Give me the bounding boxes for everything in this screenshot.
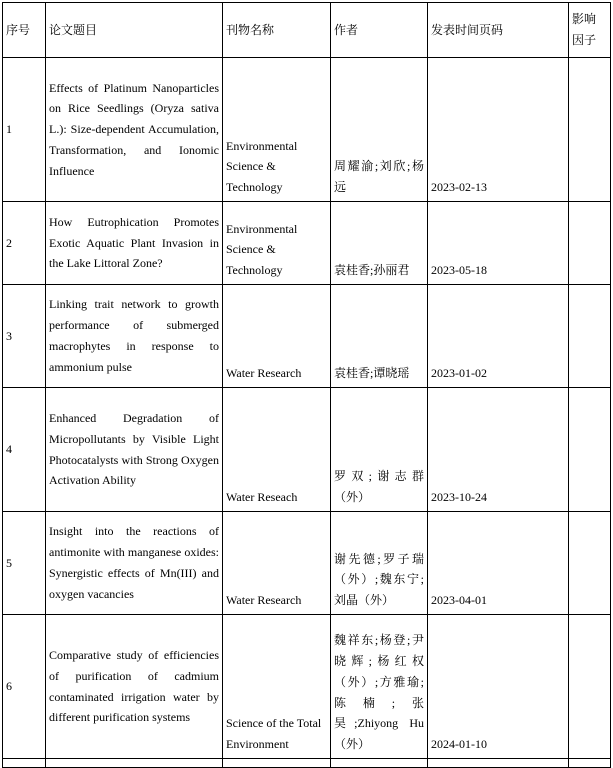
header-authors: 作者 (331, 3, 428, 58)
table-row (3, 285, 611, 388)
publish-date: 2024-01-10 (428, 615, 569, 759)
empty-cell (569, 759, 611, 768)
paper-title: Effects of Platinum Nanoparticles on Rice Seedlings (Oryza sativa L.): Size-dependent Accumulation, Transformation, and Ionomic Influence (46, 58, 223, 202)
authors: 谢先德;罗子瑞（外）;魏东宁;刘晶（外） (331, 512, 428, 615)
journal-name: Environmental Science & Technology (223, 58, 331, 202)
journal-name: Water Research (223, 512, 331, 615)
impact-factor (569, 58, 611, 202)
header-journal: 刊物名称 (223, 3, 331, 58)
header-row (3, 3, 611, 58)
publish-date: 2023-02-13 (428, 58, 569, 202)
row-no: 1 (3, 58, 46, 202)
impact-factor (569, 285, 611, 388)
journal-name: Science of the Total Environment (223, 615, 331, 759)
paper-title: Linking trait network to growth performance of submerged macrophytes in response to ammonium pulse (46, 285, 223, 388)
journal-name: Environmental Science & Technology (223, 202, 331, 285)
paper-title: Insight into the reactions of antimonite with manganese oxides: Synergistic effects of Mn(III) and oxygen vacancies (46, 512, 223, 615)
empty-cell (428, 759, 569, 768)
impact-factor (569, 202, 611, 285)
empty-cell (223, 759, 331, 768)
authors: 袁桂香;孙丽君 (331, 202, 428, 285)
impact-factor (569, 388, 611, 512)
table-row (3, 388, 611, 512)
row-no: 5 (3, 512, 46, 615)
publish-date: 2023-04-01 (428, 512, 569, 615)
impact-factor (569, 512, 611, 615)
publish-date: 2023-01-02 (428, 285, 569, 388)
header-title: 论文题目 (46, 3, 223, 58)
table-row (3, 58, 611, 202)
journal-name: Water Reseach (223, 388, 331, 512)
row-no: 3 (3, 285, 46, 388)
publish-date: 2023-05-18 (428, 202, 569, 285)
authors: 罗双;谢志群（外） (331, 388, 428, 512)
row-no: 4 (3, 388, 46, 512)
header-no: 序号 (3, 3, 46, 58)
journal-name: Water Research (223, 285, 331, 388)
authors: 袁桂香;谭晓瑶 (331, 285, 428, 388)
empty-cell (46, 759, 223, 768)
row-no: 6 (3, 615, 46, 759)
authors: 周耀渝;刘欣;杨远 (331, 58, 428, 202)
impact-factor (569, 615, 611, 759)
table-row (3, 615, 611, 759)
paper-title: Enhanced Degradation of Micropollutants by Visible Light Photocatalysts with Strong Oxygen Activation Ability (46, 388, 223, 512)
paper-title: Comparative study of efficiencies of purification of cadmium contaminated irrigation water by different purification systems (46, 615, 223, 759)
empty-cell (3, 759, 46, 768)
publish-date: 2023-10-24 (428, 388, 569, 512)
empty-cell (331, 759, 428, 768)
authors: 魏祥东;杨登;尹晓辉;杨红权（外）;方雅瑜;陈楠;张昊;Zhiyong Hu（外） (331, 615, 428, 759)
table-row-partial (3, 759, 611, 768)
header-date: 发表时间页码 (428, 3, 569, 58)
table-row (3, 512, 611, 615)
header-impact: 影响因子 (569, 3, 611, 58)
papers-table (2, 2, 611, 768)
paper-title: How Eutrophication Promotes Exotic Aquatic Plant Invasion in the Lake Littoral Zone? (46, 202, 223, 285)
table-row (3, 202, 611, 285)
row-no: 2 (3, 202, 46, 285)
